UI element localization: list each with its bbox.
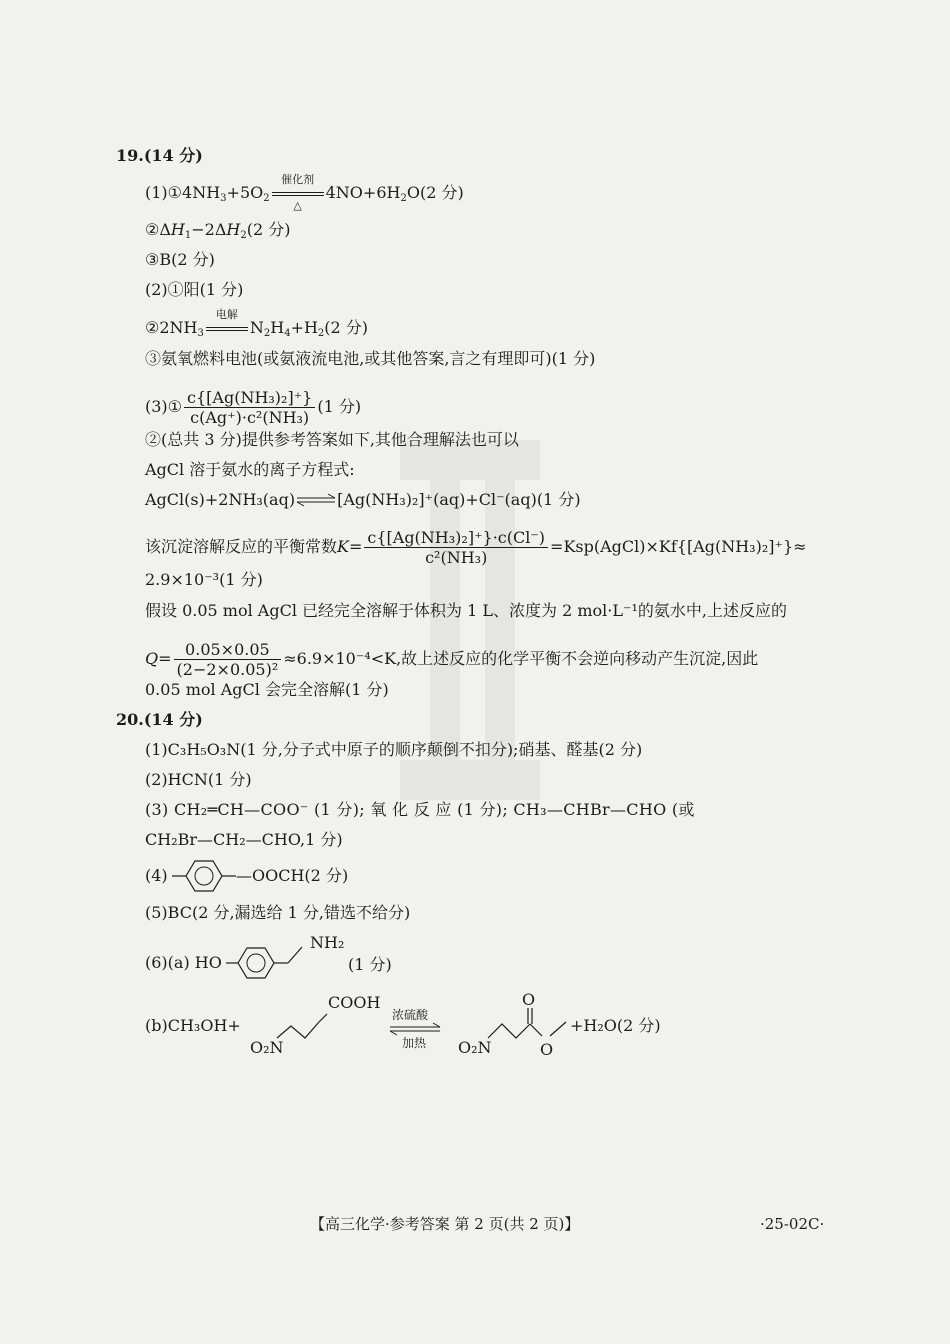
q20-header: 20.(14 分) <box>116 710 203 729</box>
reversible-arrow-icon <box>388 1022 442 1036</box>
q-fraction: $\frac{0.05\times 0.05}{\text{(2−2×0.05)²}}$ <box>174 640 282 679</box>
k-fraction: $\frac{\text{c\{[Ag(NH₃)₂]⁺\}·c(Cl⁻)}}{\text{c²(NH₃)}}$ <box>364 528 548 567</box>
q19-3-4: AgCl(s)+2NH₃(aq) [Ag(NH₃)₂]⁺(aq)+Cl⁻(aq)(1 分) <box>145 490 581 509</box>
q20-6-nh2: NH₂ <box>310 933 345 952</box>
q19-2-3: ③氨氧燃料电池(或氨液流电池,或其他答案,言之有理即可)(1 分) <box>145 349 596 368</box>
q19-3-8: Q= $\frac{0.05\times 0.05}{\text{(2−2×0.05)²}}$ ≈6.9×10⁻⁴<K,故上述反应的化学平衡不会逆向移动产生沉淀,因此 <box>145 640 759 679</box>
q19-3-9: 0.05 mol AgCl 会完全溶解(1 分) <box>145 680 389 699</box>
q20-4: (4) <box>145 866 168 885</box>
q20-6-tail: (1 分) <box>348 955 392 974</box>
q19-3-2: ②(总共 3 分)提供参考答案如下,其他合理解法也可以 <box>145 430 519 449</box>
q20-7-lead: (b)CH₃OH+ <box>145 1016 241 1035</box>
benzene-ring-icon <box>172 858 242 894</box>
q20-3b: CH₂Br—CH₂—CHO,1 分) <box>145 830 343 849</box>
q19-3-7: 假设 0.05 mol AgCl 已经完全溶解于体积为 1 L、浓度为 2 mol·L⁻¹的氨水中,上述反应的 <box>145 601 787 620</box>
q19-header: 19.(14 分) <box>116 146 203 165</box>
q19-1-2: $②\Delta H_1-2\Delta H_2(2$ 分) <box>145 220 291 241</box>
electrolysis-condition: 电解 <box>204 319 250 339</box>
q19-3-5: 该沉淀溶解反应的平衡常数K= $\frac{\text{c\{[Ag(NH₃)₂]⁺\}·c(Cl⁻)}}{\text{c²(NH₃)}}$ =Ksp(AgCl)×Kf{[Ag(NH₃)₂]⁺}≈ <box>145 528 807 567</box>
q20-2: (2)HCN(1 分) <box>145 770 252 789</box>
q20-7-cond-top: 浓硫酸 <box>392 1008 429 1022</box>
q20-7-tail: +H₂O(2 分) <box>570 1016 661 1035</box>
q19-3-1: (3)① $\frac{\text{c\{[Ag(NH₃)₂]⁺\}}}{\text{c(Ag⁺)·c²(NH₃)}}$ (1 分) <box>145 388 362 427</box>
q20-7-cond-bot: 加热 <box>402 1036 427 1050</box>
q19-1-1: $(1)①4NH_3+5O_2$ 催化剂 △ $4NO+6H_2O(2$ 分) <box>145 172 464 212</box>
q19-2-1: (2)①阳(1 分) <box>145 280 244 299</box>
equilibrium-fraction: $\frac{\text{c\{[Ag(NH₃)₂]⁺\}}}{\text{c(Ag⁺)·c²(NH₃)}}$ <box>184 388 315 427</box>
q19-2-2: $②2NH_3$ 电解 $N_2H_4+H_2(2$ 分) <box>145 307 369 339</box>
q20-4-group: —OOCH(2 分) <box>236 866 349 885</box>
footer-title: 【高三化学·参考答案 第 2 页(共 2 页)】 <box>310 1215 580 1233</box>
q20-6-lead: (6)(a) HO <box>145 953 222 972</box>
reaction-condition: 催化剂 △ <box>270 184 326 204</box>
q19-1-3: ③B(2 分) <box>145 250 215 269</box>
q20-7-o2n: O₂N <box>250 1038 284 1057</box>
q20-7-cooh: COOH <box>328 993 381 1012</box>
q20-1: (1)C₃H₅O₃N(1 分,分子式中原子的顺序颠倒不扣分);硝基、醛基(2 分) <box>145 740 643 759</box>
q20-5: (5)BC(2 分,漏选给 1 分,错选不给分) <box>145 903 411 922</box>
q20-7-o2n2: O₂N <box>458 1038 492 1057</box>
q19-3-3: AgCl 溶于氨水的离子方程式: <box>145 460 355 479</box>
q20-7-o-ring: O <box>540 1040 554 1059</box>
footer-code: ·25-02C· <box>760 1215 825 1233</box>
reversible-arrow-icon <box>295 491 337 511</box>
q20-7-o-top: O <box>522 990 536 1009</box>
q19-3-6: 2.9×10⁻³(1 分) <box>145 570 263 589</box>
q20-3a: (3) CH₂═CH—COO⁻ (1 分); 氧 化 反 应 (1 分); CH₃—CHBr—CHO (或 <box>145 800 695 819</box>
